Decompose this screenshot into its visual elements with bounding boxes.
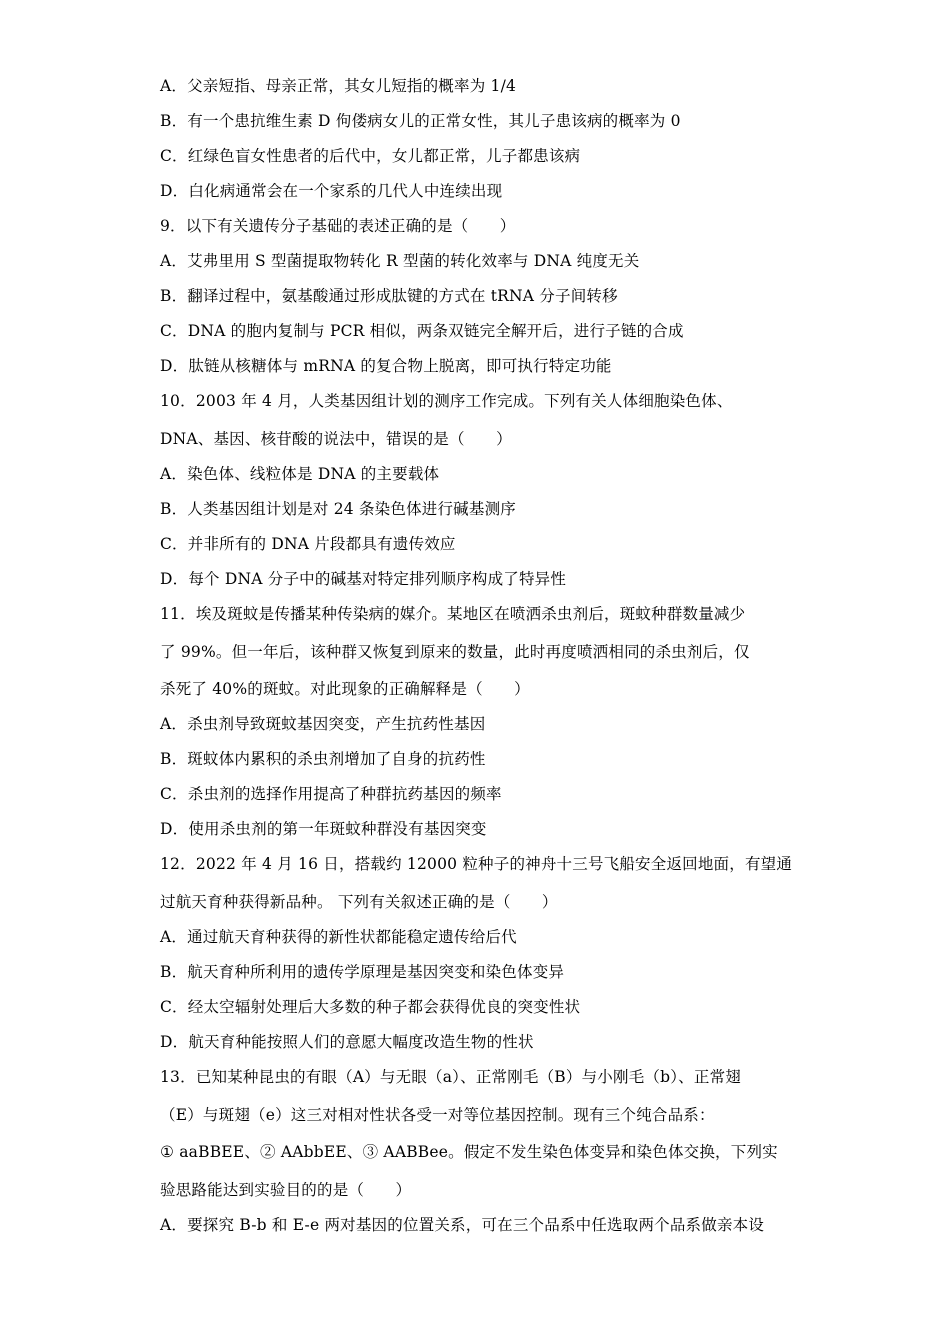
text-line: ① aaBBEE、② AAbbEE、③ AABBee。假定不发生染色体变异和染色体交换，下列实 bbox=[160, 1143, 778, 1161]
text-line: B．翻译过程中，氨基酸通过形成肽键的方式在 tRNA 分子间转移 bbox=[160, 287, 618, 305]
text-line: A．要探究 B-b 和 E-e 两对基因的位置关系，可在三个品系中任选取两个品系做亲本设 bbox=[160, 1216, 765, 1234]
text-line: A．父亲短指、母亲正常，其女儿短指的概率为 1/4 bbox=[160, 77, 517, 95]
text-line: 13．已知某种昆虫的有眼（A）与无眼（a）、正常刚毛（B）与小刚毛（b）、正常翅 bbox=[160, 1068, 741, 1086]
text-line: B．航天育种所利用的遗传学原理是基因突变和染色体变异 bbox=[160, 963, 565, 981]
text-line: C．杀虫剂的选择作用提高了种群抗药基因的频率 bbox=[160, 785, 502, 803]
text-line: D．肽链从核糖体与 mRNA 的复合物上脱离，即可执行特定功能 bbox=[160, 357, 612, 375]
text-line: D．航天育种能按照人们的意愿大幅度改造生物的性状 bbox=[160, 1033, 534, 1051]
text-line: D．白化病通常会在一个家系的几代人中连续出现 bbox=[160, 182, 503, 200]
text-line: A．染色体、线粒体是 DNA 的主要载体 bbox=[160, 465, 440, 483]
text-line: A．杀虫剂导致斑蚊基因突变，产生抗药性基因 bbox=[160, 715, 486, 733]
text-line: B．斑蚊体内累积的杀虫剂增加了自身的抗药性 bbox=[160, 750, 486, 768]
text-line: C．红绿色盲女性患者的后代中，女儿都正常，儿子都患该病 bbox=[160, 147, 581, 165]
text-line: 9．以下有关遗传分子基础的表述正确的是（ ） bbox=[160, 217, 516, 235]
text-line: 12．2022 年 4 月 16 日，搭载约 12000 粒种子的神舟十三号飞船安全返回地面，有望通 bbox=[160, 855, 793, 873]
text-line: 11．埃及斑蚊是传播某种传染病的媒介。某地区在喷洒杀虫剂后，斑蚊种群数量减少 bbox=[160, 605, 746, 623]
text-line: D．使用杀虫剂的第一年斑蚊种群没有基因突变 bbox=[160, 820, 487, 838]
text-line: 验思路能达到实验目的的是（ ） bbox=[160, 1181, 412, 1199]
text-line: A．艾弗里用 S 型菌提取物转化 R 型菌的转化效率与 DNA 纯度无关 bbox=[160, 252, 640, 270]
text-line: D．每个 DNA 分子中的碱基对特定排列顺序构成了特异性 bbox=[160, 570, 567, 588]
text-line: C．并非所有的 DNA 片段都具有遗传效应 bbox=[160, 535, 456, 553]
text-line: 杀死了 40%的斑蚊。对此现象的正确解释是（ ） bbox=[160, 680, 530, 698]
text-line: B．人类基因组计划是对 24 条染色体进行碱基测序 bbox=[160, 500, 516, 518]
text-line: （E）与斑翅（e）这三对相对性状各受一对等位基因控制。现有三个纯合品系： bbox=[160, 1106, 715, 1124]
text-line: C．DNA 的胞内复制与 PCR 相似，两条双链完全解开后，进行子链的合成 bbox=[160, 322, 684, 340]
text-line: B．有一个患抗维生素 D 佝偻病女儿的正常女性，其儿子患该病的概率为 0 bbox=[160, 112, 681, 130]
text-line: 10．2003 年 4 月，人类基因组计划的测序工作完成。下列有关人体细胞染色体、 bbox=[160, 392, 733, 410]
text-line: C．经太空辐射处理后大多数的种子都会获得优良的突变性状 bbox=[160, 998, 581, 1016]
text-line: 过航天育种获得新品种。 下列有关叙述正确的是（ ） bbox=[160, 893, 558, 911]
text-line: DNA、基因、核苷酸的说法中，错误的是（ ） bbox=[160, 430, 512, 448]
text-line: 了 99%。但一年后，该种群又恢复到原来的数量，此时再度喷洒相同的杀虫剂后，仅 bbox=[160, 643, 750, 661]
text-line: A．通过航天育种获得的新性状都能稳定遗传给后代 bbox=[160, 928, 517, 946]
